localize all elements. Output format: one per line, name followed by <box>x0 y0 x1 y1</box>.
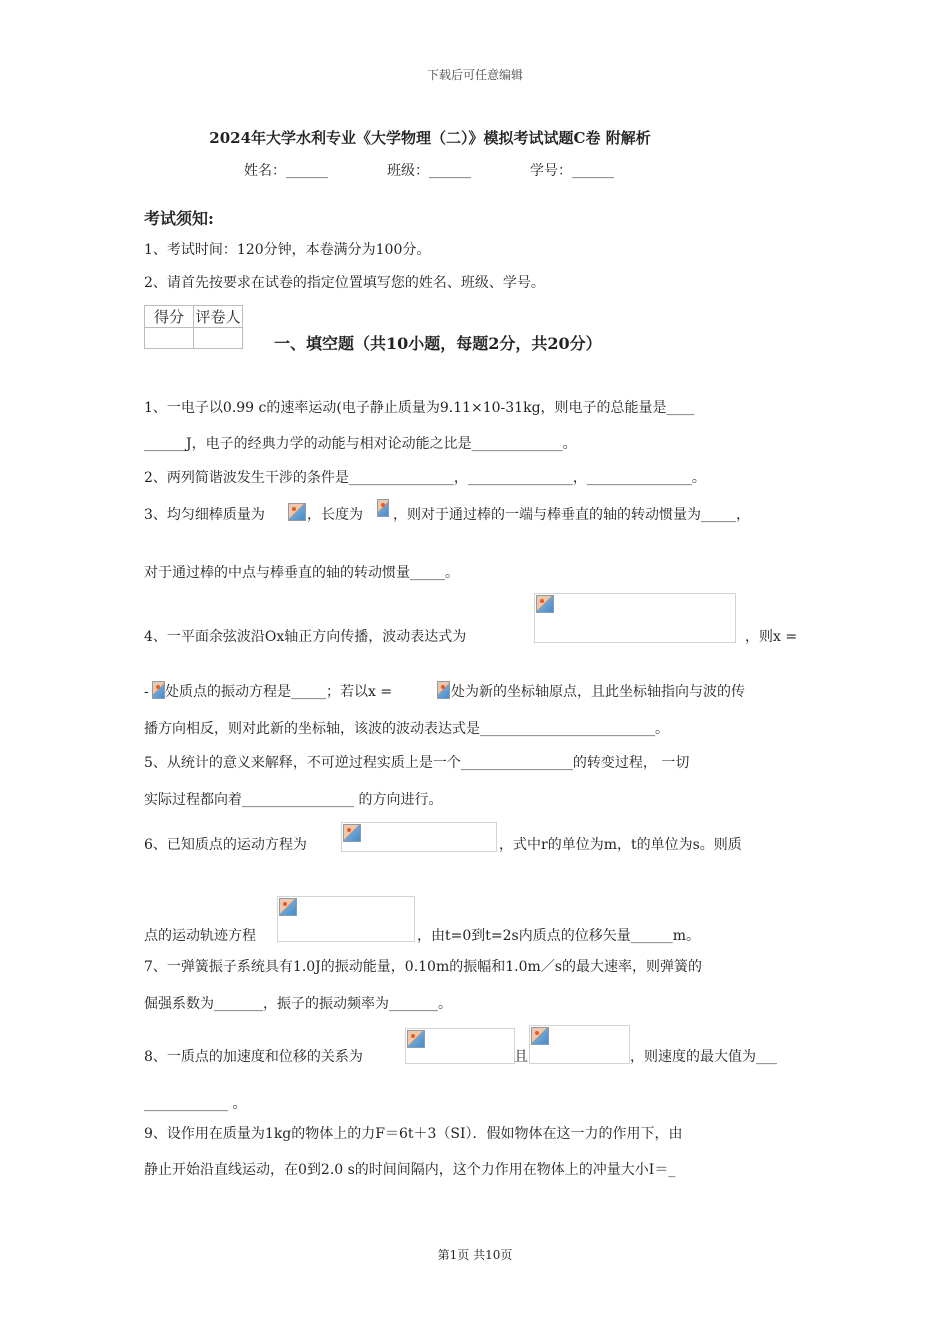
formula-image-box <box>341 822 497 852</box>
formula-image-box <box>277 896 415 942</box>
image-placeholder-icon <box>152 681 165 699</box>
q7-line1: 7、一弹簧振子系统具有1.0J的振动能量，0.10m的振幅和1.0m／s的最大速率，则弹簧的 <box>144 959 702 975</box>
page-footer: 第1页 共10页 <box>437 1248 513 1262</box>
q8-text-a: 8、一质点的加速度和位移的关系为 <box>144 1049 363 1065</box>
q4-line3: 播方向相反，则对此新的坐标轴，该波的波动表达式是_________________________。 <box>144 721 669 737</box>
q6-text-b: ，式中r的单位为m，t的单位为s。则质 <box>499 837 742 853</box>
score-cell <box>145 328 194 349</box>
image-placeholder-icon <box>437 681 450 699</box>
q8-text-b: 且 <box>514 1049 528 1065</box>
q3-line2: 对于通过棒的中点与棒垂直的轴的转动惯量_____。 <box>144 565 459 581</box>
image-placeholder-icon <box>407 1030 425 1048</box>
q3-text-a: 3、均匀细棒质量为 <box>144 507 265 523</box>
q4-line2-b: 处为新的坐标轴原点，且此坐标轴指向与波的传 <box>451 684 745 700</box>
image-placeholder-icon <box>279 898 297 916</box>
class-field: 班级：______ <box>387 163 471 179</box>
q6-line2-a: 点的运动轨迹方程 <box>144 928 256 944</box>
q8-text-c: ，则速度的最大值为___ <box>630 1049 777 1065</box>
q4-text-minus: - <box>144 684 149 700</box>
q8-line2: ____________ 。 <box>144 1096 247 1112</box>
q7-line2: 倔强系数为_______，振子的振动频率为_______。 <box>144 996 452 1012</box>
q9-line2: 静止开始沿直线运动，在0到2.0 s的时间间隔内，这个力作用在物体上的冲量大小I＝_ <box>144 1162 676 1178</box>
q5-line1: 5、从统计的意义来解释，不可逆过程实质上是一个________________的转变过程， 一切 <box>144 755 690 771</box>
exam-title: 2024年大学水利专业《大学物理（二）》模拟考试试题C卷 附解析 <box>209 129 651 147</box>
q4-text-b: ，则x = <box>745 629 798 645</box>
notice-heading: 考试须知: <box>144 209 214 228</box>
q4-text-a: 4、一平面余弦波沿Ox轴正方向传播，波动表达式为 <box>144 629 467 645</box>
q1-line1: 1、一电子以0.99 c的速率运动(电子静止质量为9.11×10-31kg，则电子的总能量是____ <box>144 400 695 416</box>
image-placeholder-icon <box>377 499 389 517</box>
notice-item-2: 2、请首先按要求在试卷的指定位置填写您的姓名、班级、学号。 <box>144 275 545 291</box>
q1-line2: ______J，电子的经典力学的动能与相对论动能之比是_____________。 <box>144 436 577 452</box>
score-header: 得分 <box>145 306 194 328</box>
name-field: 姓名：______ <box>244 163 328 179</box>
section-heading: 一、填空题（共10小题，每题2分，共20分） <box>274 334 602 353</box>
student-id-field: 学号：______ <box>530 163 614 179</box>
q6-text-a: 6、已知质点的运动方程为 <box>144 837 307 853</box>
grader-header: 评卷人 <box>194 306 243 328</box>
image-placeholder-icon <box>288 503 306 521</box>
q3-text-c: ，则对于通过棒的一端与棒垂直的轴的转动惯量为_____， <box>393 507 750 523</box>
q4-line2-a: 处质点的振动方程是_____；若以x = <box>165 684 393 700</box>
q9-line1: 9、设作用在质量为1kg的物体上的力F＝6t＋3（SI）．假如物体在这一力的作用下，由 <box>144 1126 683 1142</box>
image-placeholder-icon <box>343 824 361 842</box>
notice-item-1: 1、考试时间：120分钟，本卷满分为100分。 <box>144 242 431 258</box>
formula-image-box <box>534 593 736 643</box>
q6-line2-b: ，由t=0到t=2s内质点的位移矢量______m。 <box>417 928 700 944</box>
image-placeholder-icon <box>536 595 554 613</box>
page-header: 下载后可任意编辑 <box>426 68 523 82</box>
q3-text-b: ，长度为 <box>307 507 363 523</box>
q5-line2: 实际过程都向着________________ 的方向进行。 <box>144 792 443 808</box>
score-table <box>144 305 243 349</box>
grader-cell <box>194 328 243 349</box>
image-placeholder-icon <box>531 1027 549 1045</box>
q2-line: 2、两列简谐波发生干涉的条件是_______________，_______________，_______________。 <box>144 470 706 486</box>
